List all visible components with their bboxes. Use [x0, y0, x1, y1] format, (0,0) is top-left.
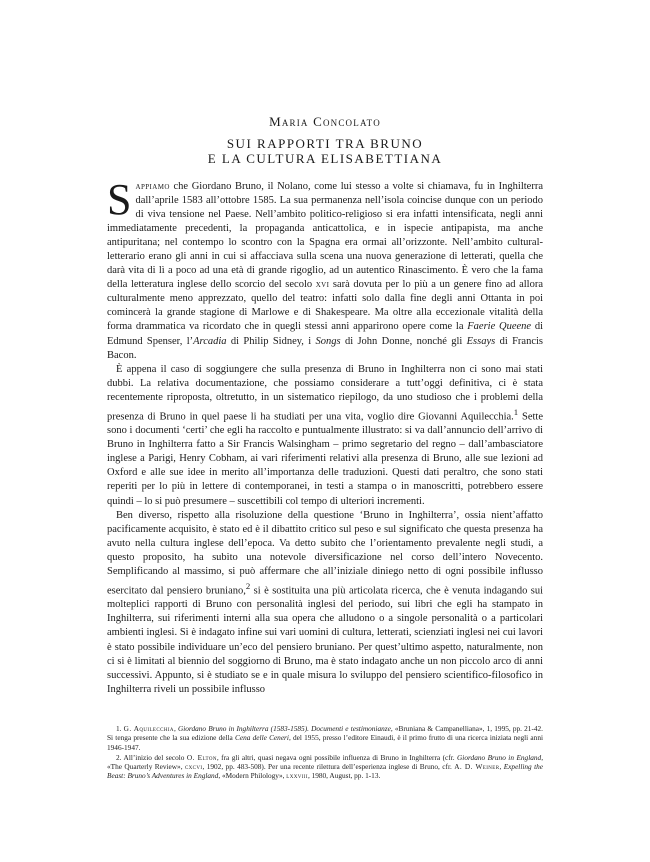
volume-numeral: cxcvi [184, 762, 203, 772]
text-run: , «Modern Philology», [218, 771, 287, 781]
work-title: Songs [315, 335, 341, 347]
footnote-author: O. Elton [186, 752, 217, 762]
text-run: di Francis Bacon. [107, 335, 543, 361]
text-run: Sette sono i documenti ‘certi’ che egli ha raccolto e puntualmente illustrato: si va dall’annuncio dell’arrivo di Bruno in Inghilterra fatto a Sir Francis Walsingham – primo segretario del regno – dall’ambasciatore inglese a Parigi, Henry Cobham, ai vari riferimenti relativi alla presenza di Bruno, alle sue lezioni ad Oxford e alle sue idee in merito all’importanza delle traduzioni. Questi dati peraltro, che sono stati reperiti per lo più in lettere di contemporanei, in testi a stampa o in manoscritti, potrebbero essere quindi – lo si può presumere – suscettibili col tempo di ulteriori incrementi. [107, 411, 543, 507]
text-run: di Edmund Spenser, l’ [107, 321, 543, 347]
footnote-number: 1. [116, 724, 122, 733]
author-name: Maria Concolato [269, 114, 381, 129]
lead-smallcaps: appiamo [135, 181, 170, 192]
text-run: All’inizio del secolo [123, 752, 187, 762]
drop-cap: S [107, 175, 132, 224]
work-title: Giordano Bruno in England [457, 752, 542, 762]
work-title: Cena delle Ceneri [235, 733, 289, 743]
text-run: Ben diverso, rispetto alla risoluzione della questione ‘Bruno in Inghilterra’, ossia nient’affatto pacificamente acquisito, è stato ed è il dibattito critico sul peso e sul significato che questa presenza ha avuto nella cultura inglese dell’epoca. Va detto subito che l’orientamento prevalente negli studi, a questo proposito, ha subito una notevole diversificazione nel corso dell’intero Novecento. Semplificando al massimo, si può affermare che all’iniziale diniego netto di ogni possibile influsso esercitato dal pensiero bruniano, [107, 509, 543, 597]
work-title: Arcadia [193, 335, 227, 347]
footnote-author: A. D. Weiner [454, 762, 500, 772]
volume-numeral: lxxviii [286, 771, 308, 781]
article-body [107, 175, 544, 697]
text-run: si è sostituita una più articolata ricerca, che è venuta indagando sui molteplici rapporti di Bruno con personalità inglesi del periodo, sui libri che egli ha stampato in Inghilterra, sui riferimenti interni alla sua opera che alludono o a singole personalità o a particolari ambienti inglesi. Si è indagato infine sui vari uomini di cultura, letterati, scienziati inglesi nei cui lavori è stato possibile individuare un’eco del pensiero bruniano. Per quest’ultimo aspetto, naturalmente, non ci si è limitati al biennio del soggiorno di Bruno, ma è stato indagato anche un non piccolo arco di anni successivi. Appunto, si è studiato se e in quale misura lo sviluppo del pensiero scientifico-filosofico in Inghilterra riveli un possibile influsso [107, 585, 544, 695]
article-title [0, 136, 650, 166]
footnote-2 [107, 753, 543, 781]
text-run: , [499, 762, 504, 772]
text-run: , del 1955, presso l’editore Einaudi, è il primo frutto di una ricerca iniziata negli anni 1946-1947. [107, 733, 543, 752]
footnote-author: G. Aquilecchia [123, 724, 174, 733]
century-numeral: xvi [315, 279, 330, 291]
work-title: Faerie Queene [467, 321, 532, 333]
paragraph-1 [107, 175, 543, 363]
text-run: , «The Quarterly Review», [107, 752, 544, 772]
text-run: , «Bruniana & Campanelliana», 1, 1995, pp. 21-42. Si tenga presente che la sua edizione della [107, 724, 543, 743]
footnotes [107, 724, 543, 782]
text-run: che Giordano Bruno, il Nolano, come lui stesso a volte si chiamava, fu in Inghilterra dall’aprile 1583 all’ottobre 1585. La sua permanenza nell’isola coincise dunque con un periodo di viva tensione nel Paese. Nell’ambito politico-religioso si era infatti intensificata, negli anni immediatamente precedenti, la propaganda anticattolica, e in ispecie antipapista, ma anche antipuritana; nel contempo lo scontro con la Spagna era ormai all’orizzonte. Nell’ambito cultural-letterario erano gli anni in cui si affacciava sulla scena una nuova generazione di letterati, quella che darà vita di lì a poco ad una età di grande rigoglio, ad un autentico Rinascimento. È vero che la fama della letteratura inglese dello scorcio del secolo [107, 181, 543, 291]
text-run: sarà dovuta per lo più a un genere fino ad allora culturalmente meno apprezzato, quello del teatro: infatti solo dalla fine degli anni Ottanta in poi comincerà la grande stagione di Marlowe e di Shakespeare. Ma oltre alla eccezionale vitalità della forma drammatica va ricordato che in quegli stessi anni apparirono opere come la [107, 279, 543, 333]
paragraph-2 [107, 363, 543, 509]
paragraph-3 [107, 509, 543, 697]
text-run: di Philip Sidney, i [226, 335, 316, 347]
footnote-ref-1[interactable]: 1 [513, 406, 519, 417]
text-run: , [173, 724, 178, 733]
text-run: , 1902, pp. 483-508). Per una recente rilettura dell’esperienza inglese di Bruno, cfr. [202, 762, 455, 772]
text-run: , fra gli altri, quasi negava ogni possibile influenza di Bruno in Inghilterra (cfr. [216, 752, 458, 762]
footnote-number: 2. [116, 752, 122, 762]
title-line-2: E LA CULTURA ELISABETTIANA [207, 151, 443, 166]
text-run: di John Donne, nonché gli [340, 335, 467, 347]
work-title: Expelling the Beast: Bruno’s Adventures in England [107, 762, 543, 781]
footnote-ref-2[interactable]: 2 [245, 580, 251, 591]
footnote-1 [107, 724, 543, 752]
work-title: Giordano Bruno in Inghilterra (1583-1585). Documenti e testimonianze [177, 724, 391, 733]
work-title: Essays [466, 335, 496, 347]
title-line-1: SUI RAPPORTI TRA BRUNO [226, 136, 424, 151]
text-run: È appena il caso di soggiungere che sulla presenza di Bruno in Inghilterra non ci sono mai stati dubbi. La relativa documentazione, che possiamo considerare a tutt’oggi definitiva, ci è stata recentemente riproposta, oltretutto, in un sistematico riepilogo, da uno studioso che i problemi della presenza di Bruno in quel paese li ha studiati per una vita, voglio dire Giovanni Aquilecchia. [107, 363, 543, 423]
text-run: , 1980, August, pp. 1-13. [307, 771, 381, 781]
